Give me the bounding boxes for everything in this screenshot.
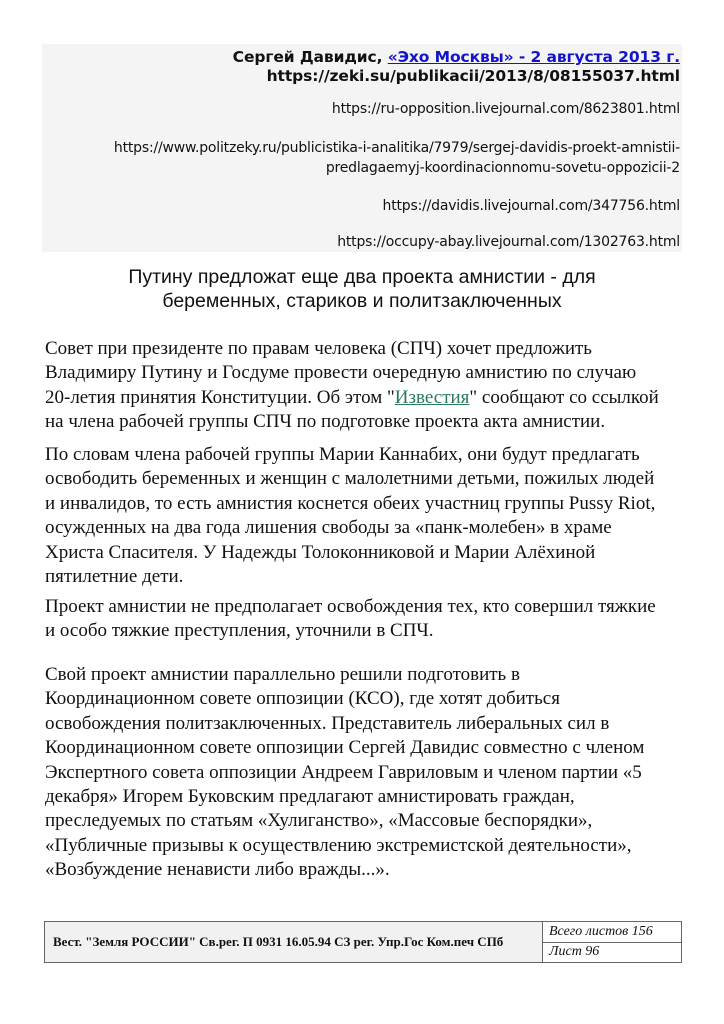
izvestia-link[interactable]: Известия: [394, 386, 470, 408]
paragraph-3: [45, 595, 695, 644]
text-line: Свой проект амнистии параллельно решили подготовить в: [45, 664, 520, 685]
paragraph-4: [45, 663, 695, 883]
source-url: https://occupy-abay.livejournal.com/1302763.html: [337, 234, 680, 250]
source-url: https://ru-opposition.livejournal.com/8623801.html: [331, 101, 680, 117]
text-line: «Публичные призывы к осуществлению экстремистской деятельности»,: [45, 834, 632, 856]
text-line: Экспертного совета оппозиции Андреем Гавриловым и членом партии «5: [45, 761, 642, 783]
sheet-info: [543, 922, 681, 962]
text-line: на члена рабочей группы СПЧ по подготовке проекта акта амнистии.: [45, 411, 606, 433]
text-line: Координационном совете оппозиции Сергей Давидис совместно с членом: [45, 737, 645, 759]
source-url: https://www.politzeky.ru/publicistika-i-analitika/7979/sergej-davidis-proekt-amnistii-: [113, 140, 680, 156]
text-line: Христа Спасителя. У Надежды Толоконниковой и Марии Алёхиной: [45, 541, 596, 563]
text-line: осужденных на два года лишения свободы за «панк-молебен» в храме: [45, 517, 612, 539]
paragraph-1: [45, 337, 695, 435]
article-title: [42, 265, 682, 313]
source-header: [42, 44, 682, 252]
text-line: По словам члена рабочей группы Марии Каннабих, они будут предлагать: [45, 444, 640, 465]
text-line: пятилетние дети.: [45, 566, 184, 588]
text-line: Совет при президенте по правам человека (СПЧ) хочет предложить: [45, 338, 592, 359]
text-line: и особо тяжкие преступления, уточнили в СПЧ.: [45, 620, 434, 642]
sheet-number: Лист 96: [549, 944, 600, 960]
text-fragment: " сообщают со ссылкой: [469, 386, 659, 408]
author-name: Сергей Давидис,: [232, 48, 388, 66]
text-line: «Возбуждение ненависти либо вражды...».: [45, 859, 390, 881]
title-line: Путину предложат еще два проекта амнистии - для: [128, 266, 596, 288]
text-line: и инвалидов, то есть амнистия коснется обеих участниц группы Pussy Riot,: [45, 492, 656, 514]
page-footer: [44, 921, 682, 963]
source-link[interactable]: «Эхо Москвы» - 2 августа 2013 г.: [387, 48, 680, 66]
author-line: [233, 48, 680, 66]
paragraph-2: [45, 443, 695, 589]
text-line: Владимиру Путину и Госдуме провести очередную амнистию по случаю: [45, 362, 637, 384]
text-line: преследуемых по статьям «Хулиганство», «Массовые беспорядки»,: [45, 810, 593, 832]
text-line: освободить беременных и женщин с малолетними детьми, пожилых людей: [45, 468, 655, 490]
text-line-with-link: [45, 386, 695, 410]
text-line: Проект амнистии не предполагает освобождения тех, кто совершил тяжкие: [45, 596, 656, 617]
publisher-info: Вест. "Земля РОССИИ" Св.рег. П 0931 16.05.94 СЗ рег. Упр.Гос Ком.печ СПб: [45, 922, 543, 962]
text-line: освобождения политзаключенных. Представитель либеральных сил в: [45, 712, 610, 734]
source-url: predlagaemyj-koordinacionnomu-sovetu-oppozicii-2: [325, 160, 680, 176]
text-line: декабря» Игорем Буковским предлагают амнистировать граждан,: [45, 786, 575, 808]
text-fragment: 20-летия принятия Конституции. Об этом ": [45, 386, 395, 408]
text-line: Координационном совете оппозиции (КСО), где хотят добиться: [45, 688, 560, 710]
total-sheets: Всего листов 156: [543, 922, 681, 943]
source-url: https://davidis.livejournal.com/347756.html: [382, 198, 680, 214]
title-line: беременных, стариков и политзаключенных: [162, 290, 562, 312]
source-url: https://zeki.su/publikacii/2013/8/08155037.html: [266, 67, 680, 85]
